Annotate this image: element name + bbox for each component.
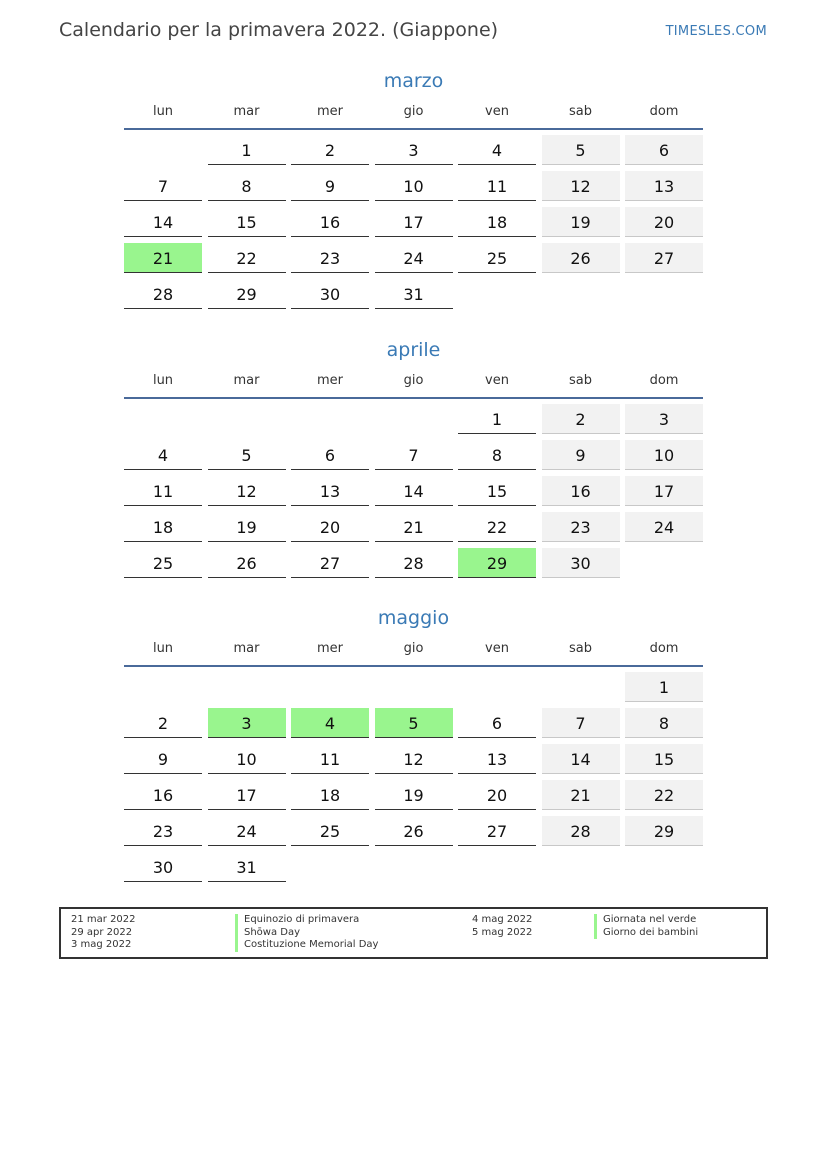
weekday-label: gio <box>403 373 424 388</box>
weekday-label: mer <box>316 104 343 119</box>
day-cell: 28 <box>542 816 620 846</box>
day-cell: 9 <box>542 440 620 470</box>
day-cell: 3 <box>625 404 703 434</box>
day-cell: 7 <box>375 440 453 470</box>
weekday-label: mar <box>233 373 260 388</box>
day-cell: 9 <box>124 744 202 774</box>
day-cell: 16 <box>542 476 620 506</box>
weekday-label: ven <box>485 641 509 656</box>
day-cell: 28 <box>375 548 453 578</box>
day-cell: 2 <box>542 404 620 434</box>
legend-left-names <box>235 914 378 952</box>
day-cell: 19 <box>208 512 286 542</box>
day-cell: 12 <box>542 171 620 201</box>
day-cell: 13 <box>291 476 369 506</box>
legend-right-names <box>594 914 698 939</box>
day-cell: 5 <box>542 135 620 165</box>
weekday-label: dom <box>649 104 679 119</box>
weekday-header <box>124 104 703 130</box>
day-cell: 23 <box>542 512 620 542</box>
month-title: marzo <box>383 70 444 92</box>
day-cell: 23 <box>124 816 202 846</box>
page-title: Calendario per la primavera 2022. (Giappone) <box>59 19 499 41</box>
weekday-label: ven <box>485 104 509 119</box>
day-cell: 20 <box>291 512 369 542</box>
weekday-label: mer <box>316 641 343 656</box>
day-cell: 10 <box>375 171 453 201</box>
day-cell: 24 <box>375 243 453 273</box>
day-cell: 12 <box>375 744 453 774</box>
day-cell: 12 <box>208 476 286 506</box>
day-cell: 14 <box>124 207 202 237</box>
day-cell: 13 <box>458 744 536 774</box>
day-cell: 21 <box>375 512 453 542</box>
day-cell: 5 <box>375 708 453 738</box>
day-cell: 27 <box>291 548 369 578</box>
day-cell: 26 <box>542 243 620 273</box>
day-cell: 29 <box>625 816 703 846</box>
day-cell: 5 <box>208 440 286 470</box>
weekday-label: mar <box>233 104 260 119</box>
day-cell: 23 <box>291 243 369 273</box>
day-cell: 31 <box>375 279 453 309</box>
day-cell: 8 <box>208 171 286 201</box>
legend-date: 5 mag 2022 <box>472 926 533 938</box>
day-cell: 3 <box>208 708 286 738</box>
month-title: aprile <box>386 339 441 361</box>
day-cell: 22 <box>625 780 703 810</box>
weekday-label: lun <box>152 373 174 388</box>
weekday-header <box>124 641 703 667</box>
day-cell: 10 <box>625 440 703 470</box>
day-cell: 16 <box>124 780 202 810</box>
day-cell: 6 <box>291 440 369 470</box>
weekday-label: sab <box>569 373 592 388</box>
day-cell: 17 <box>625 476 703 506</box>
day-cell: 20 <box>458 780 536 810</box>
legend-holiday-name: Shōwa Day <box>235 927 378 940</box>
day-cell: 8 <box>625 708 703 738</box>
legend-date: 29 apr 2022 <box>71 926 133 938</box>
day-cell: 19 <box>542 207 620 237</box>
day-cell: 30 <box>542 548 620 578</box>
legend-date: 21 mar 2022 <box>71 914 136 925</box>
day-cell: 16 <box>291 207 369 237</box>
day-cell: 2 <box>291 135 369 165</box>
weekday-label: sab <box>569 104 592 119</box>
day-cell: 9 <box>291 171 369 201</box>
day-cell: 4 <box>458 135 536 165</box>
day-cell: 19 <box>375 780 453 810</box>
day-cell: 8 <box>458 440 536 470</box>
day-cell: 22 <box>458 512 536 542</box>
day-cell: 25 <box>124 548 202 578</box>
weekday-label: lun <box>152 641 174 656</box>
weekday-label: mer <box>316 373 343 388</box>
legend-holiday-name: Giornata nel verde <box>594 914 698 927</box>
day-cell: 13 <box>625 171 703 201</box>
day-cell: 7 <box>124 171 202 201</box>
legend-holiday-name: Equinozio di primavera <box>235 914 378 927</box>
day-cell: 18 <box>291 780 369 810</box>
day-cell: 4 <box>291 708 369 738</box>
weekday-label: sab <box>569 641 592 656</box>
legend-date: 3 mag 2022 <box>71 939 132 950</box>
day-cell: 30 <box>291 279 369 309</box>
day-cell: 17 <box>375 207 453 237</box>
holiday-legend <box>59 907 768 959</box>
day-cell: 24 <box>208 816 286 846</box>
day-cell: 29 <box>458 548 536 578</box>
day-cell: 2 <box>124 708 202 738</box>
day-cell: 21 <box>124 243 202 273</box>
day-cell: 20 <box>625 207 703 237</box>
day-cell: 15 <box>208 207 286 237</box>
weekday-label: lun <box>152 104 174 119</box>
day-cell: 28 <box>124 279 202 309</box>
day-cell: 6 <box>458 708 536 738</box>
day-cell: 1 <box>625 672 703 702</box>
brand-link[interactable]: TIMESLES.COM <box>665 24 767 39</box>
day-cell: 11 <box>291 744 369 774</box>
legend-date: 4 mag 2022 <box>472 914 533 925</box>
day-cell: 25 <box>458 243 536 273</box>
day-cell: 15 <box>625 744 703 774</box>
month-title: maggio <box>377 607 450 629</box>
legend-holiday-name: Costituzione Memorial Day <box>235 939 378 952</box>
day-cell: 26 <box>375 816 453 846</box>
weekday-label: dom <box>649 641 679 656</box>
day-cell: 21 <box>542 780 620 810</box>
day-cell: 22 <box>208 243 286 273</box>
legend-right-dates <box>472 914 532 939</box>
weekday-label: gio <box>403 104 424 119</box>
weekday-label: gio <box>403 641 424 656</box>
day-cell: 18 <box>124 512 202 542</box>
day-cell: 7 <box>542 708 620 738</box>
weekday-label: ven <box>485 373 509 388</box>
day-cell: 24 <box>625 512 703 542</box>
day-cell: 10 <box>208 744 286 774</box>
day-cell: 14 <box>542 744 620 774</box>
legend-left-dates <box>71 914 136 952</box>
day-cell: 27 <box>625 243 703 273</box>
day-cell: 4 <box>124 440 202 470</box>
legend-holiday-name: Giorno dei bambini <box>594 927 698 940</box>
day-cell: 11 <box>458 171 536 201</box>
weekday-header <box>124 373 703 399</box>
day-cell: 26 <box>208 548 286 578</box>
day-cell: 1 <box>208 135 286 165</box>
day-cell: 6 <box>625 135 703 165</box>
weekday-label: dom <box>649 373 679 388</box>
day-cell: 17 <box>208 780 286 810</box>
weekday-label: mar <box>233 641 260 656</box>
day-cell: 15 <box>458 476 536 506</box>
day-cell: 1 <box>458 404 536 434</box>
day-cell: 11 <box>124 476 202 506</box>
day-cell: 14 <box>375 476 453 506</box>
day-cell: 27 <box>458 816 536 846</box>
day-cell: 18 <box>458 207 536 237</box>
day-cell: 31 <box>208 852 286 882</box>
day-cell: 29 <box>208 279 286 309</box>
day-cell: 30 <box>124 852 202 882</box>
day-cell: 3 <box>375 135 453 165</box>
day-cell: 25 <box>291 816 369 846</box>
